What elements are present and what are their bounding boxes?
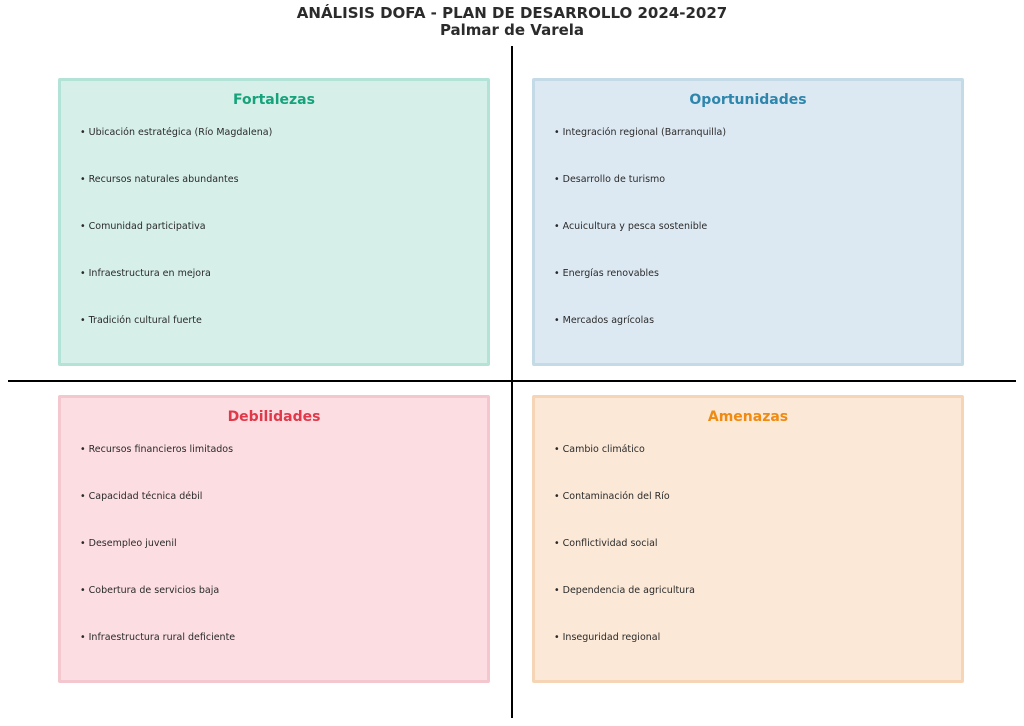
list-item bbox=[80, 127, 272, 174]
list-item bbox=[554, 221, 726, 268]
list-item bbox=[80, 538, 235, 585]
list-item-label: Cambio climático bbox=[562, 444, 645, 455]
list-item-label: Ubicación estratégica (Río Magdalena) bbox=[88, 127, 273, 138]
item-list bbox=[80, 444, 235, 679]
list-item bbox=[80, 221, 272, 268]
list-item bbox=[554, 444, 695, 491]
bullet-icon: • bbox=[554, 268, 563, 279]
list-item-label: Cobertura de servicios baja bbox=[88, 585, 220, 596]
bullet-icon: • bbox=[80, 632, 89, 643]
list-item bbox=[554, 315, 726, 362]
bullet-icon: • bbox=[554, 538, 563, 549]
list-item-label: Desempleo juvenil bbox=[88, 538, 177, 549]
list-item-label: Infraestructura en mejora bbox=[88, 268, 211, 279]
list-item-label: Capacidad técnica débil bbox=[88, 491, 203, 502]
list-item-label: Inseguridad regional bbox=[562, 632, 661, 643]
list-item bbox=[80, 174, 272, 221]
quadrant-debilidades bbox=[58, 395, 490, 683]
bullet-icon: • bbox=[80, 127, 89, 138]
bullet-icon: • bbox=[80, 315, 89, 326]
quadrant-fortalezas bbox=[58, 78, 490, 366]
list-item-label: Dependencia de agricultura bbox=[562, 585, 695, 596]
item-list bbox=[554, 444, 695, 679]
bullet-icon: • bbox=[554, 444, 563, 455]
page-subtitle: Palmar de Varela bbox=[439, 21, 585, 39]
list-item bbox=[554, 491, 695, 538]
list-item bbox=[554, 585, 695, 632]
list-item-label: Energías renovables bbox=[562, 268, 659, 279]
item-list bbox=[80, 127, 272, 362]
list-item bbox=[554, 632, 695, 679]
list-item bbox=[80, 315, 272, 362]
list-item-label: Desarrollo de turismo bbox=[562, 174, 666, 185]
bullet-icon: • bbox=[554, 221, 563, 232]
bullet-icon: • bbox=[80, 268, 89, 279]
quadrant-oportunidades bbox=[532, 78, 964, 366]
list-item bbox=[554, 268, 726, 315]
item-list bbox=[554, 127, 726, 362]
bullet-icon: • bbox=[80, 174, 89, 185]
bullet-icon: • bbox=[554, 174, 563, 185]
list-item-label: Infraestructura rural deficiente bbox=[88, 632, 236, 643]
list-item-label: Contaminación del Río bbox=[562, 491, 670, 502]
list-item bbox=[554, 538, 695, 585]
list-item-label: Acuicultura y pesca sostenible bbox=[562, 221, 708, 232]
bullet-icon: • bbox=[80, 491, 89, 502]
quadrant-title: Debilidades bbox=[227, 409, 321, 425]
bullet-icon: • bbox=[80, 538, 89, 549]
list-item-label: Recursos financieros limitados bbox=[88, 444, 234, 455]
list-item-label: Mercados agrícolas bbox=[562, 315, 655, 326]
list-item bbox=[80, 632, 235, 679]
list-item bbox=[80, 268, 272, 315]
list-item-label: Integración regional (Barranquilla) bbox=[562, 127, 727, 138]
quadrant-title: Oportunidades bbox=[689, 92, 807, 108]
vertical-axis-line bbox=[511, 46, 513, 718]
list-item-label: Conflictividad social bbox=[562, 538, 658, 549]
page-title: ANÁLISIS DOFA - PLAN DE DESARROLLO 2024-2027 bbox=[296, 4, 728, 22]
bullet-icon: • bbox=[554, 585, 563, 596]
list-item-label: Comunidad participativa bbox=[88, 221, 206, 232]
bullet-icon: • bbox=[554, 491, 563, 502]
bullet-icon: • bbox=[554, 632, 563, 643]
bullet-icon: • bbox=[554, 127, 563, 138]
quadrant-title: Fortalezas bbox=[233, 92, 315, 108]
list-item bbox=[80, 491, 235, 538]
bullet-icon: • bbox=[80, 444, 89, 455]
list-item bbox=[554, 127, 726, 174]
list-item bbox=[80, 585, 235, 632]
bullet-icon: • bbox=[80, 221, 89, 232]
list-item bbox=[80, 444, 235, 491]
quadrant-title: Amenazas bbox=[707, 409, 789, 425]
horizontal-axis-line bbox=[8, 380, 1016, 382]
quadrant-amenazas bbox=[532, 395, 964, 683]
list-item-label: Recursos naturales abundantes bbox=[88, 174, 239, 185]
bullet-icon: • bbox=[554, 315, 563, 326]
bullet-icon: • bbox=[80, 585, 89, 596]
list-item-label: Tradición cultural fuerte bbox=[88, 315, 202, 326]
list-item bbox=[554, 174, 726, 221]
